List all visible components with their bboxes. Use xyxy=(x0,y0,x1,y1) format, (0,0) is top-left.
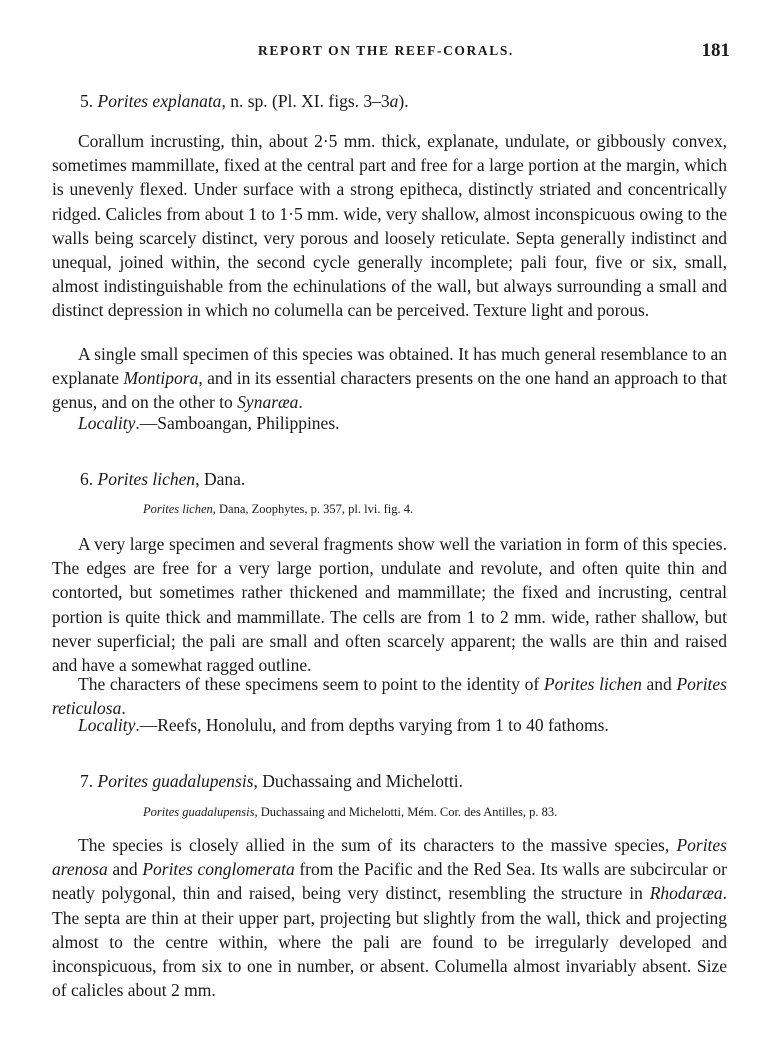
entry-number: 7. xyxy=(80,771,94,791)
entry-7-citation: Porites guadalupensis, Duchassaing and Michelotti, Mém. Cor. des Antilles, p. 83. xyxy=(143,805,558,819)
genus-name: Rhodaræa xyxy=(649,883,723,904)
page-header xyxy=(0,40,776,64)
species-name: Porites reticulosa xyxy=(52,674,727,719)
entry-5-locality: Locality.—Samboangan, Philippines. xyxy=(78,413,340,433)
entry-7-description: The species is closely allied in the sum of its characters to the massive species, Porites arenosa and Porites conglomerata from the Pacific and the Red Sea. Its walls are subcircular or neatly polygonal, thin and raised, being very distinct, resembling the structure in Rhodaræa. The septa are thin at their upper part, projecting but slightly from the wall, thick and projecting almost to the centre within, where the pali are found to be irregularly developed and inconspicuous, from six to one in number, or absent. Columella almost invariably absent. Size of calicles about 2 mm. xyxy=(52,835,727,1001)
entry-5-title xyxy=(80,91,409,112)
entry-6-citation: Porites lichen, Dana, Zoophytes, p. 357, pl. lvi. fig. 4. xyxy=(143,502,414,516)
page-number: 181 xyxy=(701,40,730,61)
figure-letter: a xyxy=(389,91,399,111)
entry-5-remarks: A single small specimen of this species was obtained. It has much general resemblance to an explanate Montipora, and in its essential characters presents on the one hand an approach to that genus, and on the other to Synaræa. xyxy=(52,344,727,413)
entry-7-title xyxy=(80,771,463,792)
locality-label: Locality xyxy=(78,413,136,433)
species-name: Porites lichen xyxy=(543,674,642,694)
species-name: Porites guadalupensis xyxy=(97,771,254,791)
species-name: Porites explanata xyxy=(97,91,222,111)
locality-label: Locality xyxy=(78,715,136,735)
species-name: Porites lichen xyxy=(97,469,196,489)
entry-6-description: A very large specimen and several fragments show well the variation in form of this species. The edges are free for a very large portion, undulate and revolute, and often quite thin and contorted, but sometimes rather thickened and mammillate; the fixed and incrusting, central portion is quite thick and mammillate. The cells are from 1 to 2 mm. wide, rather shallow, but never superficial; the pali are small and often scarcely apparent; the walls are thin and raised and have a somewhat ragged outline. xyxy=(52,534,727,676)
entry-number: 5. xyxy=(80,91,94,111)
entry-6-remarks: The characters of these specimens seem to point to the identity of Porites lichen and Porites reticulosa. xyxy=(52,674,727,719)
species-name: Porites conglomerata xyxy=(142,859,295,880)
running-head: REPORT ON THE REEF-CORALS. xyxy=(258,43,514,58)
entry-6-title xyxy=(80,469,245,490)
entry-5-description: Corallum incrusting, thin, about 2·5 mm. thick, explanate, undulate, or gibbously convex, sometimes mammillate, fixed at the central part and free for a large portion at the margin, which is unevenly flexed. Under surface with a strong epitheca, distinctly striated and concentrically ridged. Calicles from about 1 to 1·5 mm. wide, very shallow, almost inconspicuous owing to the walls being scarcely distinct, very porous and loosely reticulate. Septa generally indistinct and unequal, joined within, the second cycle generally incomplete; pali four, five or six, small, almost indistinguishable from the echinulations of the wall, but always surrounding a small and distinct depression in which no columella can be perceived. Texture light and porous. xyxy=(52,131,727,321)
authority: , Duchassaing and Michelotti. xyxy=(253,771,464,791)
species-name: Porites arenosa xyxy=(52,835,727,880)
genus-name: Montipora xyxy=(123,368,199,389)
authority: , n. sp. (Pl. XI. figs. 3–3 xyxy=(221,91,390,111)
entry-number: 6. xyxy=(80,469,94,489)
genus-name: Synaræa xyxy=(237,392,299,413)
entry-6-locality: Locality.—Reefs, Honolulu, and from depths varying from 1 to 40 fathoms. xyxy=(78,715,609,735)
authority-end: ). xyxy=(398,91,409,111)
authority: , Dana. xyxy=(195,469,246,489)
